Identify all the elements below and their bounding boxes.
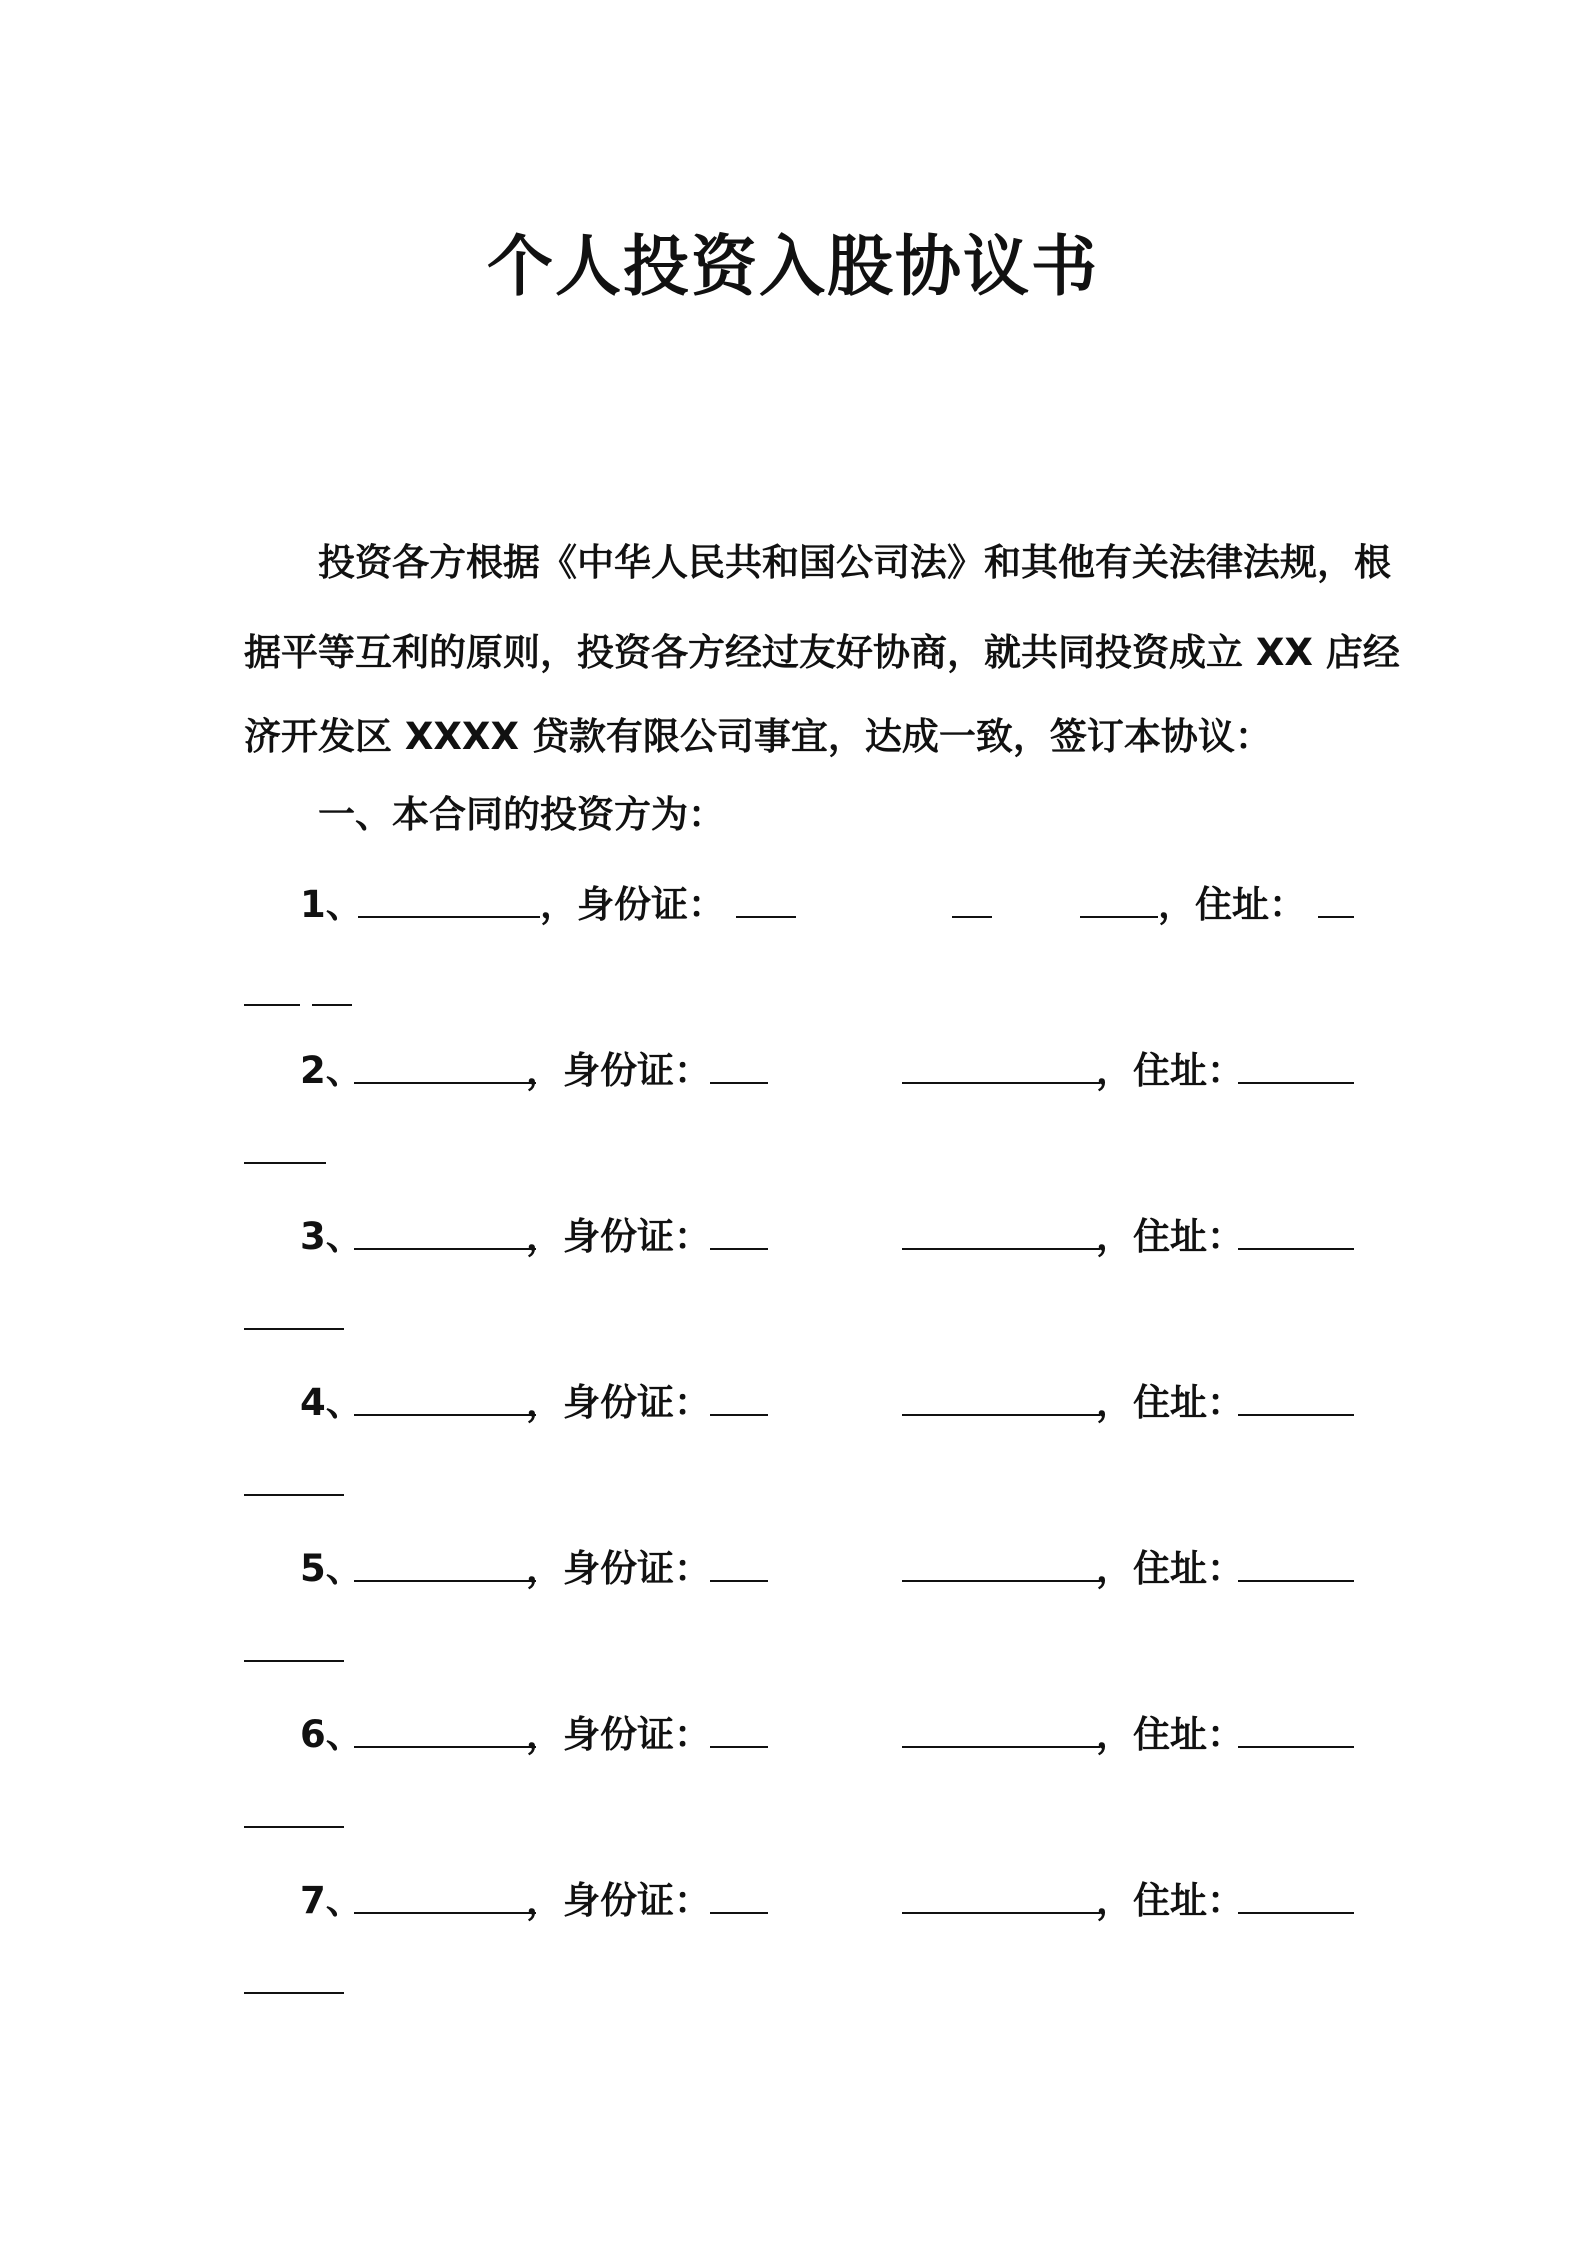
id-number-field[interactable] (710, 1876, 768, 1914)
address-field-continued[interactable] (244, 1328, 344, 1330)
id-number-field-part[interactable] (952, 880, 992, 918)
address-field[interactable] (1318, 880, 1354, 918)
id-number-field[interactable] (710, 1046, 768, 1084)
id-number-field-part[interactable] (902, 1378, 1100, 1416)
id-number-field[interactable] (710, 1378, 768, 1416)
investor-name-field[interactable] (354, 1212, 536, 1250)
address-label: ，住址： (1096, 1713, 1244, 1756)
address-field-continued[interactable] (244, 1660, 344, 1662)
intro-line-2: 据平等互利的原则，投资各方经过友好协商，就共同投资成立 XX 店经 (244, 631, 1400, 674)
id-number-field-part[interactable] (902, 1710, 1100, 1748)
address-field-continued[interactable] (312, 1004, 352, 1006)
investor-row-6 (0, 1710, 1586, 1770)
investor-number: 4、 (300, 1381, 363, 1424)
id-number-field[interactable] (710, 1544, 768, 1582)
address-label: ，住址： (1096, 1879, 1244, 1922)
id-label: ，身份证： (526, 1215, 711, 1258)
document-title: 个人投资入股协议书 (487, 228, 1099, 305)
id-number-field-part[interactable] (902, 1046, 1100, 1084)
id-label: ，身份证： (526, 1547, 711, 1590)
intro-line-1: 投资各方根据《中华人民共和国公司法》和其他有关法律法规，根 (318, 541, 1391, 584)
id-label: ，身份证： (526, 1381, 711, 1424)
investor-row-7 (0, 1876, 1586, 1936)
address-label: ，住址： (1096, 1215, 1244, 1258)
investor-row-2 (0, 1046, 1586, 1106)
id-number-field-part[interactable] (902, 1876, 1100, 1914)
id-label: ，身份证： (526, 1049, 711, 1092)
id-number-field[interactable] (710, 1710, 768, 1748)
address-field[interactable] (1238, 1046, 1354, 1084)
id-label: ，身份证： (526, 1879, 711, 1922)
investor-name-field[interactable] (354, 1378, 536, 1416)
investor-number: 3、 (300, 1215, 363, 1258)
address-field[interactable] (1238, 1544, 1354, 1582)
address-field-continued[interactable] (244, 1826, 344, 1828)
investor-name-field[interactable] (354, 1710, 536, 1748)
investor-number: 1、 (300, 883, 363, 926)
investor-name-field[interactable] (354, 1046, 536, 1084)
address-field[interactable] (1238, 1378, 1354, 1416)
investor-number: 7、 (300, 1879, 363, 1922)
investor-row-3 (0, 1212, 1586, 1272)
address-field-continued[interactable] (244, 1162, 326, 1164)
address-field-continued[interactable] (244, 1992, 344, 1994)
address-label: ，住址： (1158, 883, 1306, 926)
address-label: ，住址： (1096, 1381, 1244, 1424)
id-label: ，身份证： (526, 1713, 711, 1756)
address-field-continued[interactable] (244, 1494, 344, 1496)
investor-number: 2、 (300, 1049, 363, 1092)
address-field[interactable] (1238, 1876, 1354, 1914)
address-field[interactable] (1238, 1710, 1354, 1748)
address-field[interactable] (1238, 1212, 1354, 1250)
investor-number: 5、 (300, 1547, 363, 1590)
id-number-field[interactable] (710, 1212, 768, 1250)
address-label: ，住址： (1096, 1547, 1244, 1590)
address-field-continued[interactable] (244, 1004, 300, 1006)
address-label: ，住址： (1096, 1049, 1244, 1092)
section-heading: 一、本合同的投资方为： (318, 793, 725, 836)
id-number-field-part[interactable] (902, 1544, 1100, 1582)
investor-name-field[interactable] (354, 1876, 536, 1914)
investor-number: 6、 (300, 1713, 363, 1756)
id-number-field[interactable] (736, 880, 796, 918)
id-number-field-part[interactable] (902, 1212, 1100, 1250)
investor-row-1 (0, 880, 1586, 940)
investor-name-field[interactable] (358, 880, 540, 918)
id-number-field-part[interactable] (1080, 880, 1158, 918)
investor-name-field[interactable] (354, 1544, 536, 1582)
investor-row-4 (0, 1378, 1586, 1438)
intro-line-3: 济开发区 XXXX 贷款有限公司事宜，达成一致，签订本协议： (244, 715, 1272, 758)
investor-row-5 (0, 1544, 1586, 1604)
id-label: ，身份证： (540, 883, 725, 926)
